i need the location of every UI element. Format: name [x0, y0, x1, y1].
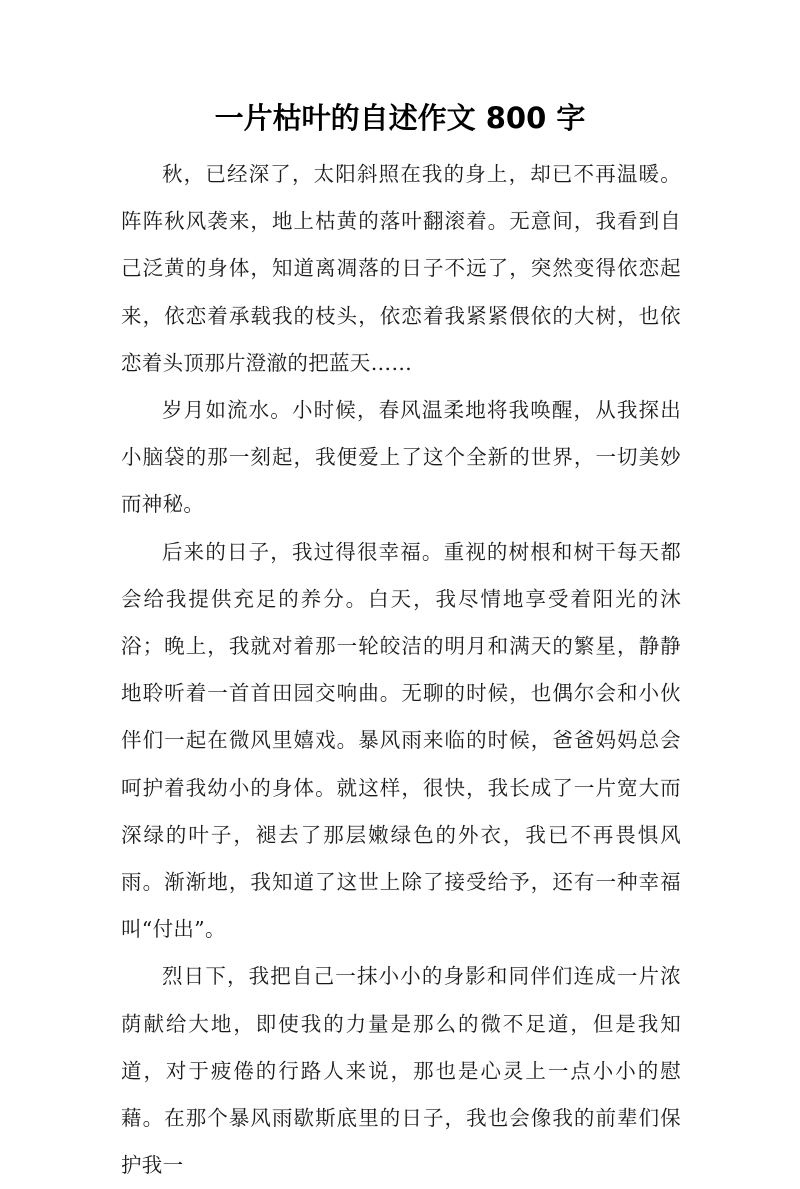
paragraph-2: 岁月如流水。小时候，春风温柔地将我唤醒，从我探出小脑袋的那一刻起，我便爱上了这个全新的世界，一切美妙而神秘。	[121, 398, 681, 517]
paragraph-4: 烈日下，我把自己一抹小小的身影和同伴们连成一片浓荫献给大地，即使我的力量是那么的微不足道，但是我知道，对于疲倦的行路人来说，那也是心灵上一点小小的慰藉。在那个暴风雨歇斯底里的日子，我也会像我的前辈们保护我一	[121, 964, 681, 1178]
paragraph-1: 秋，已经深了，太阳斜照在我的身上，却已不再温暖。阵阵秋风袭来，地上枯黄的落叶翻滚着。无意间，我看到自己泛黄的身体，知道离凋落的日子不远了，突然变得依恋起来，依恋着承载我的枝头，依恋着我紧紧偎依的大树，也依恋着头顶那片澄澈的把蓝天……	[121, 162, 681, 375]
paragraph-3: 后来的日子，我过得很幸福。重视的树根和树干每天都会给我提供充足的养分。白天，我尽情地享受着阳光的沐浴；晚上，我就对着那一轮皎洁的明月和满天的繁星，静静地聆听着一首首田园交响曲。无聊的时候，也偶尔会和小伙伴们一起在微风里嬉戏。暴风雨来临的时候，爸爸妈妈总会呵护着我幼小的身体。就这样，很快，我长成了一片宽大而深绿的叶子，褪去了那层嫩绿色的外衣，我已不再畏惧风雨。渐渐地，我知道了这世上除了接受给予，还有一种幸福叫“付出”。	[121, 539, 681, 942]
document-body	[121, 151, 681, 1189]
document-title: 一片枯叶的自述作文 800 字	[214, 101, 586, 135]
